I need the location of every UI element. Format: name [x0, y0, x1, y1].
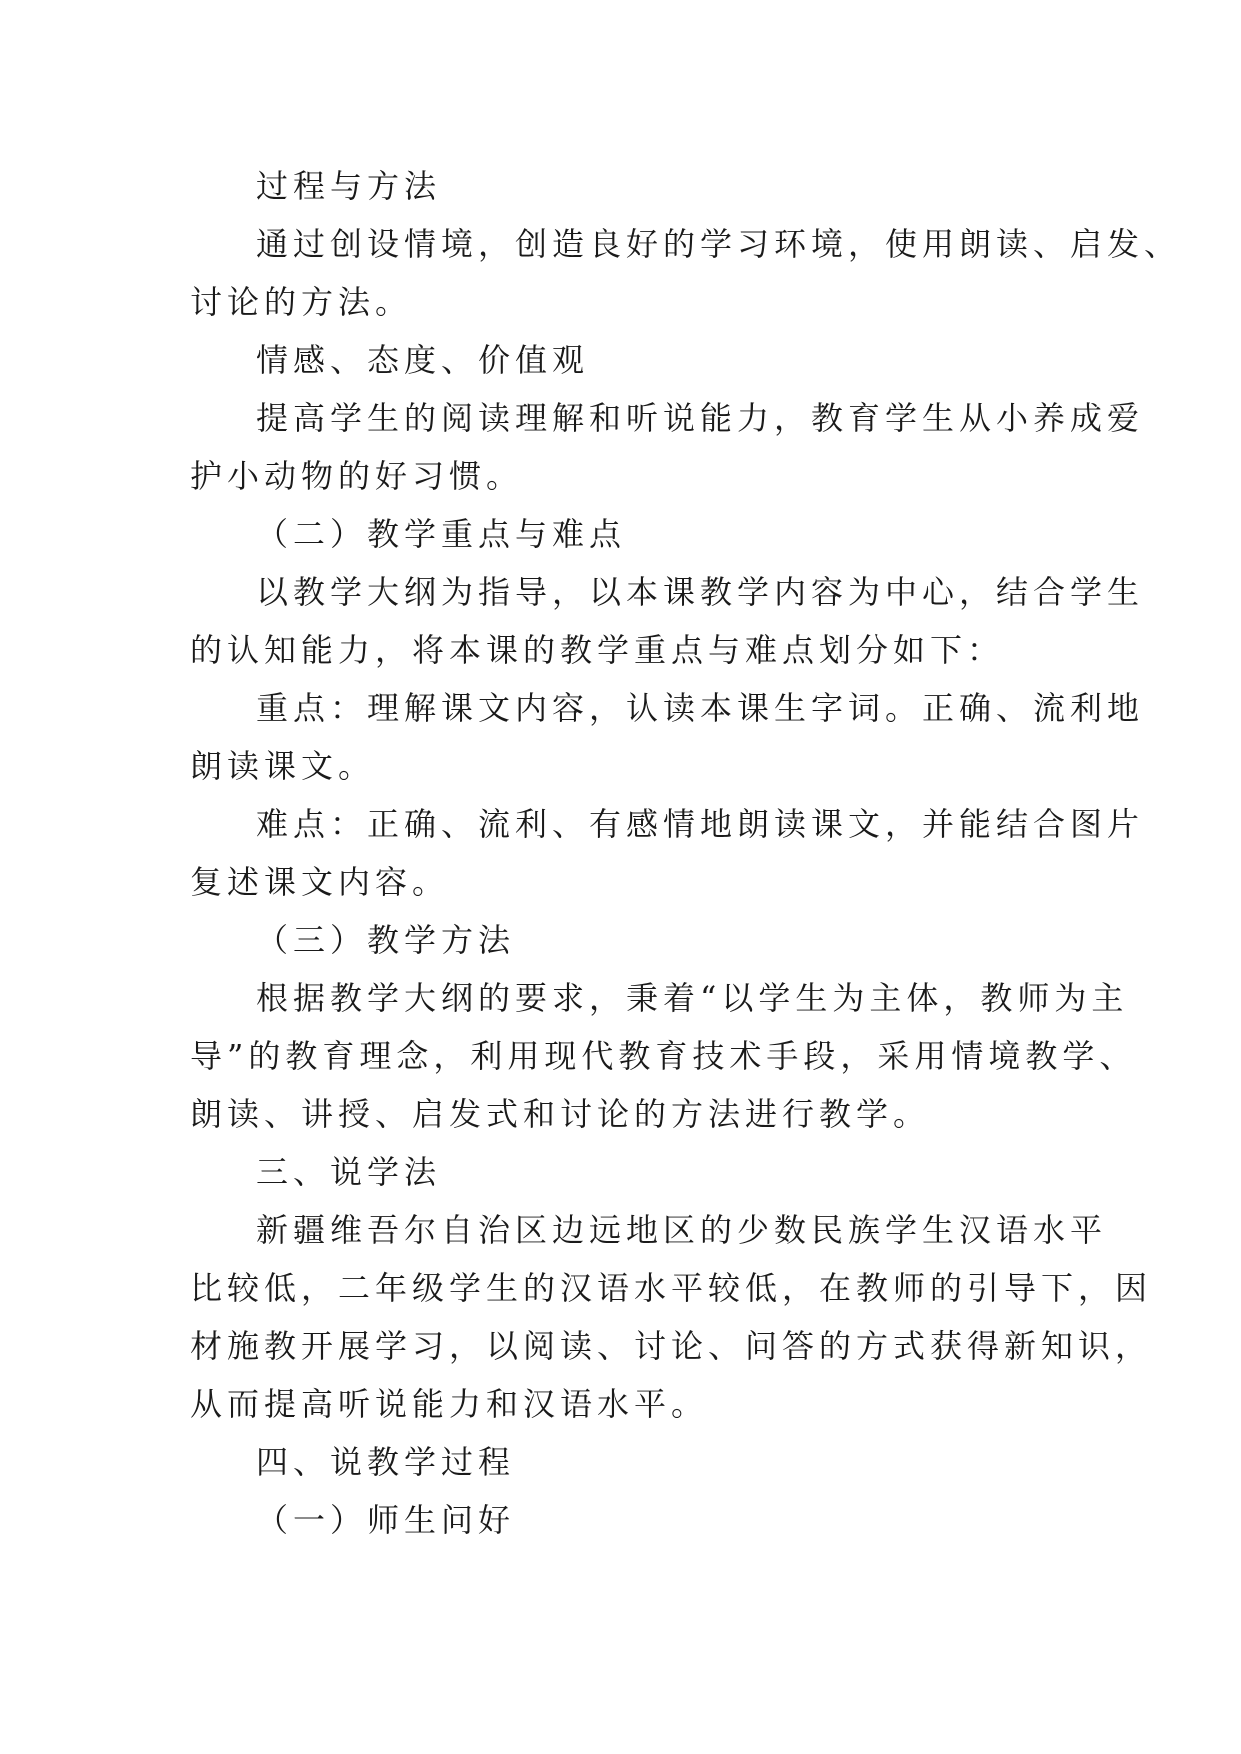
section-heading-learning-method: 三、说学法	[256, 1153, 442, 1191]
paragraph-line: 难点：正确、流利、有感情地朗读课文，并能结合图片	[256, 805, 1145, 843]
paragraph-line: 提高学生的阅读理解和听说能力，教育学生从小养成爱	[256, 399, 1145, 437]
section-heading-teaching-process: 四、说教学过程	[256, 1443, 516, 1481]
paragraph-line: 朗读、讲授、启发式和讨论的方法进行教学。	[190, 1095, 931, 1133]
paragraph-line: 从而提高听说能力和汉语水平。	[190, 1385, 709, 1423]
paragraph-line: 比较低，二年级学生的汉语水平较低，在教师的引导下，因	[190, 1269, 1153, 1307]
heading-process-method: 过程与方法	[256, 167, 442, 205]
paragraph-line: 导”的教育理念，利用现代教育技术手段，采用情境教学、	[190, 1037, 1137, 1075]
paragraph-line: 的认知能力，将本课的教学重点与难点划分如下：	[190, 631, 1005, 669]
paragraph-line: 以教学大纲为指导，以本课教学内容为中心，结合学生	[256, 573, 1145, 611]
paragraph-line: 材施教开展学习，以阅读、讨论、问答的方式获得新知识，	[190, 1327, 1153, 1365]
paragraph-line: 根据教学大纲的要求，秉着“以学生为主体，教师为主	[256, 979, 1129, 1017]
section-heading-greeting: （一）师生问好	[256, 1501, 516, 1539]
paragraph-line: 复述课文内容。	[190, 863, 450, 901]
paragraph-line: 讨论的方法。	[190, 283, 413, 321]
paragraph-line: 重点：理解课文内容，认读本课生字词。正确、流利地	[256, 689, 1145, 727]
heading-emotion-attitude: 情感、态度、价值观	[256, 341, 590, 379]
section-heading-teaching-method: （三）教学方法	[256, 921, 516, 959]
paragraph-line: 通过创设情境，创造良好的学习环境，使用朗读、启发、	[256, 225, 1182, 263]
paragraph-line: 新疆维吾尔自治区边远地区的少数民族学生汉语水平	[256, 1211, 1108, 1249]
paragraph-line: 朗读课文。	[190, 747, 376, 785]
section-heading-key-points: （二）教学重点与难点	[256, 515, 627, 553]
paragraph-line: 护小动物的好习惯。	[190, 457, 524, 495]
